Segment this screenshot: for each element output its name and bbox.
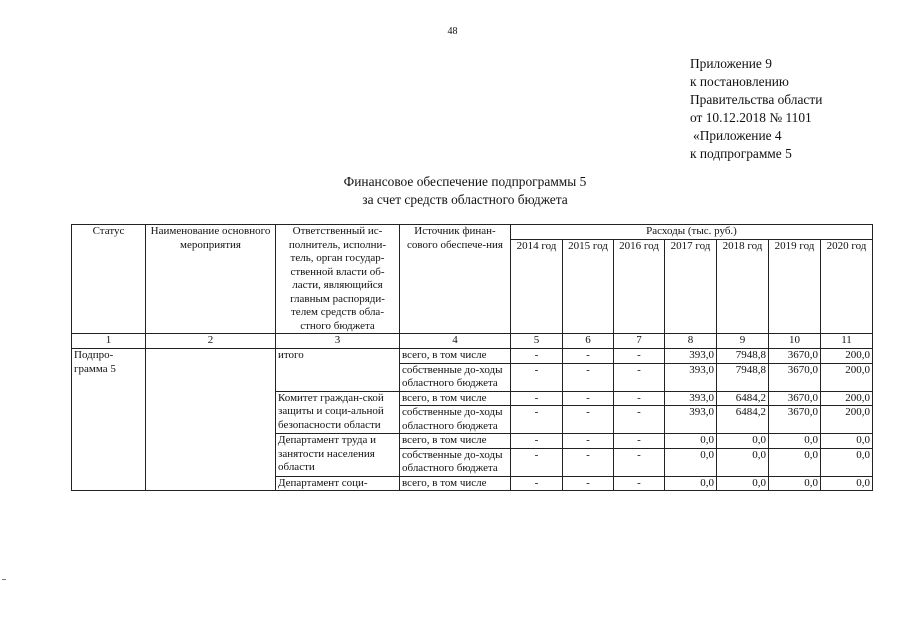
column-number: 7 — [614, 334, 665, 349]
value-cell: - — [563, 391, 614, 406]
page-number: 48 — [447, 26, 458, 37]
column-number: 5 — [511, 334, 563, 349]
header-status: Статус — [72, 225, 146, 334]
value-cell: 3670,0 — [769, 349, 821, 364]
title-line-1: Финансовое обеспечение подпрограммы 5 — [343, 174, 587, 189]
source-cell: всего, в том числе — [400, 476, 511, 491]
appendix-line: от 10.12.2018 № 1101 — [690, 110, 812, 125]
value-cell: 0,0 — [717, 434, 769, 449]
value-cell: 0,0 — [769, 476, 821, 491]
value-cell: 0,0 — [717, 448, 769, 476]
value-cell: 0,0 — [665, 448, 717, 476]
executor-cell: Комитет граждан-ской защиты и соци-альной безопасности области — [276, 391, 400, 434]
column-number: 10 — [769, 334, 821, 349]
value-cell: 7948,8 — [717, 363, 769, 391]
document-title — [0, 173, 905, 209]
title-line-2: за счет средств областного бюджета — [362, 192, 568, 207]
value-cell: 0,0 — [821, 434, 873, 449]
source-cell: собственные до-ходы областного бюджета — [400, 448, 511, 476]
header-year: 2020 год — [821, 239, 873, 334]
value-cell: 0,0 — [821, 448, 873, 476]
value-cell: - — [563, 363, 614, 391]
header-expenses: Расходы (тыс. руб.) — [511, 225, 873, 240]
value-cell: - — [563, 448, 614, 476]
header-year: 2018 год — [717, 239, 769, 334]
budget-table — [71, 224, 873, 491]
value-cell: - — [511, 363, 563, 391]
source-cell: всего, в том числе — [400, 434, 511, 449]
value-cell: 200,0 — [821, 391, 873, 406]
scan-mark — [2, 579, 6, 580]
value-cell: - — [614, 349, 665, 364]
value-cell: - — [511, 406, 563, 434]
source-cell: собственные до-ходы областного бюджета — [400, 406, 511, 434]
value-cell: - — [511, 391, 563, 406]
source-cell: всего, в том числе — [400, 349, 511, 364]
value-cell: - — [563, 434, 614, 449]
header-event-name: Наименование основного мероприятия — [146, 225, 276, 334]
value-cell: 200,0 — [821, 363, 873, 391]
value-cell: 3670,0 — [769, 406, 821, 434]
value-cell: 393,0 — [665, 406, 717, 434]
status-cell: Подпро-грамма 5 — [72, 349, 146, 491]
value-cell: - — [563, 476, 614, 491]
header-year: 2016 год — [614, 239, 665, 334]
column-number: 1 — [72, 334, 146, 349]
appendix-line: Правительства области — [690, 92, 823, 107]
value-cell: 6484,2 — [717, 391, 769, 406]
value-cell: 0,0 — [769, 434, 821, 449]
value-cell: - — [511, 476, 563, 491]
column-number: 9 — [717, 334, 769, 349]
executor-cell: Департамент соци- — [276, 476, 400, 491]
value-cell: - — [614, 391, 665, 406]
value-cell: 0,0 — [717, 476, 769, 491]
value-cell: 3670,0 — [769, 391, 821, 406]
table-row — [72, 349, 873, 364]
header-year: 2017 год — [665, 239, 717, 334]
source-cell: собственные до-ходы областного бюджета — [400, 363, 511, 391]
value-cell: 0,0 — [821, 476, 873, 491]
column-number: 2 — [146, 334, 276, 349]
value-cell: - — [614, 476, 665, 491]
value-cell: - — [563, 349, 614, 364]
value-cell: 0,0 — [665, 434, 717, 449]
value-cell: 393,0 — [665, 349, 717, 364]
value-cell: - — [614, 363, 665, 391]
appendix-line: Приложение 9 — [690, 56, 772, 71]
appendix-line: к постановлению — [690, 74, 789, 89]
value-cell: 7948,8 — [717, 349, 769, 364]
value-cell: 3670,0 — [769, 363, 821, 391]
value-cell: - — [511, 349, 563, 364]
value-cell: 393,0 — [665, 391, 717, 406]
event-name-cell — [146, 349, 276, 491]
value-cell: - — [614, 448, 665, 476]
source-cell: всего, в том числе — [400, 391, 511, 406]
column-number: 11 — [821, 334, 873, 349]
header-executor: Ответственный ис-полнитель, исполни-тель, орган государ-ственной власти об-ласти, являющийся главным распоряди-телем средств обла-стного бюджета — [276, 225, 400, 334]
header-row — [72, 225, 873, 240]
executor-cell: итого — [276, 349, 400, 392]
header-year: 2014 год — [511, 239, 563, 334]
column-number: 4 — [400, 334, 511, 349]
value-cell: 0,0 — [769, 448, 821, 476]
value-cell: - — [614, 406, 665, 434]
column-number: 3 — [276, 334, 400, 349]
header-source: Источник финан-сового обеспече-ния — [400, 225, 511, 334]
value-cell: - — [511, 448, 563, 476]
value-cell: - — [511, 434, 563, 449]
appendix-note — [690, 55, 822, 163]
value-cell: 6484,2 — [717, 406, 769, 434]
header-year: 2019 год — [769, 239, 821, 334]
column-numbers-row — [72, 334, 873, 349]
value-cell: 0,0 — [665, 476, 717, 491]
value-cell: - — [563, 406, 614, 434]
header-year: 2015 год — [563, 239, 614, 334]
column-number: 6 — [563, 334, 614, 349]
value-cell: 393,0 — [665, 363, 717, 391]
value-cell: 200,0 — [821, 349, 873, 364]
executor-cell: Департамент труда и занятости населения области — [276, 434, 400, 477]
appendix-line: к подпрограмме 5 — [690, 146, 792, 161]
appendix-line: «Приложение 4 — [693, 128, 782, 143]
value-cell: 200,0 — [821, 406, 873, 434]
value-cell: - — [614, 434, 665, 449]
column-number: 8 — [665, 334, 717, 349]
